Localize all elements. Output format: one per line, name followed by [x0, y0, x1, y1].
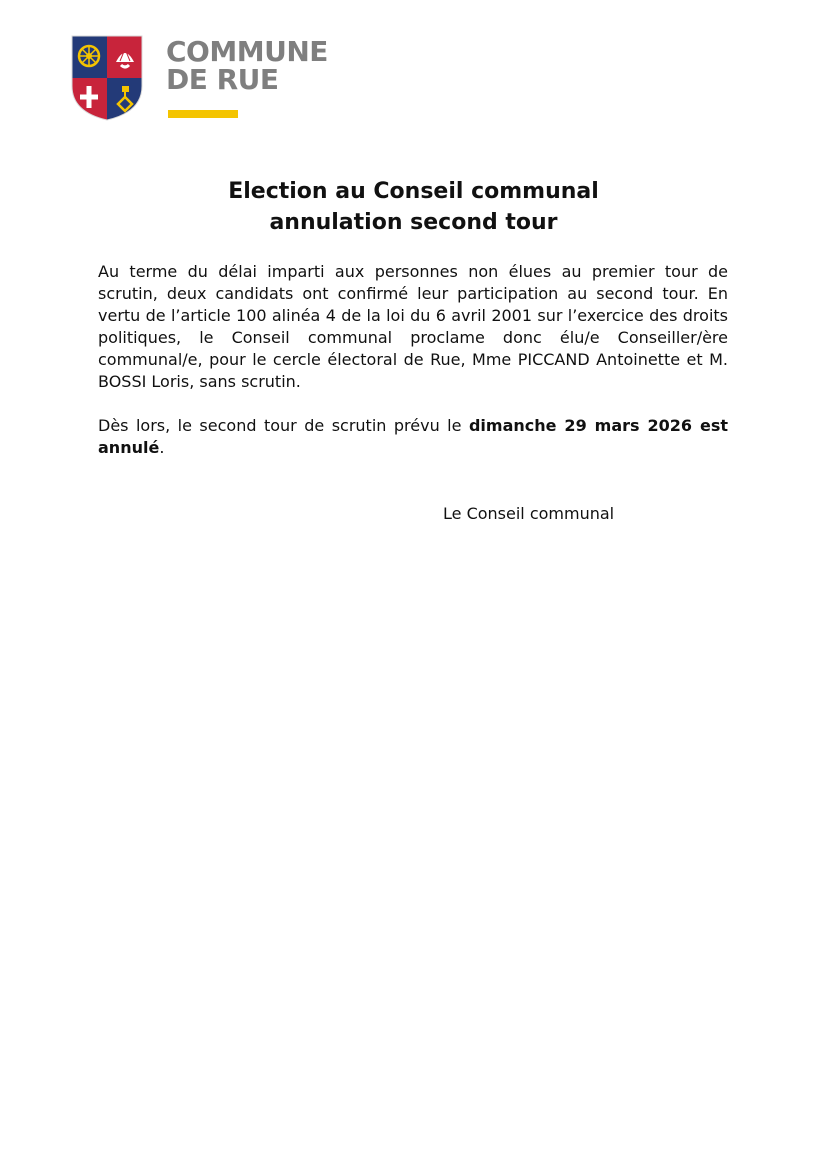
- municipality-name: [166, 35, 328, 96]
- coat-of-arms-icon: [70, 34, 144, 122]
- cancellation-lead: Dès lors, le second tour de scrutin prévu le: [98, 416, 469, 435]
- cancellation-paragraph: [98, 415, 728, 459]
- brand-line-2: DE RUE: [166, 63, 279, 96]
- cancellation-date: dimanche 29 mars 2026 est annulé: [98, 416, 728, 457]
- document-title: [90, 176, 737, 238]
- signature: Le Conseil communal: [443, 504, 615, 523]
- cancellation-end: .: [159, 438, 165, 457]
- letterhead: [70, 34, 370, 124]
- brand-accent-bar: [168, 110, 238, 118]
- title-line-2: annulation second tour: [269, 210, 558, 235]
- brand-line-1: COMMUNE: [166, 35, 328, 68]
- announcement-paragraph: Au terme du délai imparti aux personnes non élues au premier tour de scrutin, deux candidats ont confirmé leur participation au second tour. En vertu de l’article 100 alinéa 4 de la loi du 6 avril 2001 sur l’exercice des droits politiques, le Conseil communal proclame donc élu/e Conseiller/ère communal/e, pour le cercle électoral de Rue, Mme PICCAND Antoinette et M. BOSSI Loris, sans scrutin.: [98, 262, 728, 391]
- title-line-1: Election au Conseil communal: [228, 179, 599, 204]
